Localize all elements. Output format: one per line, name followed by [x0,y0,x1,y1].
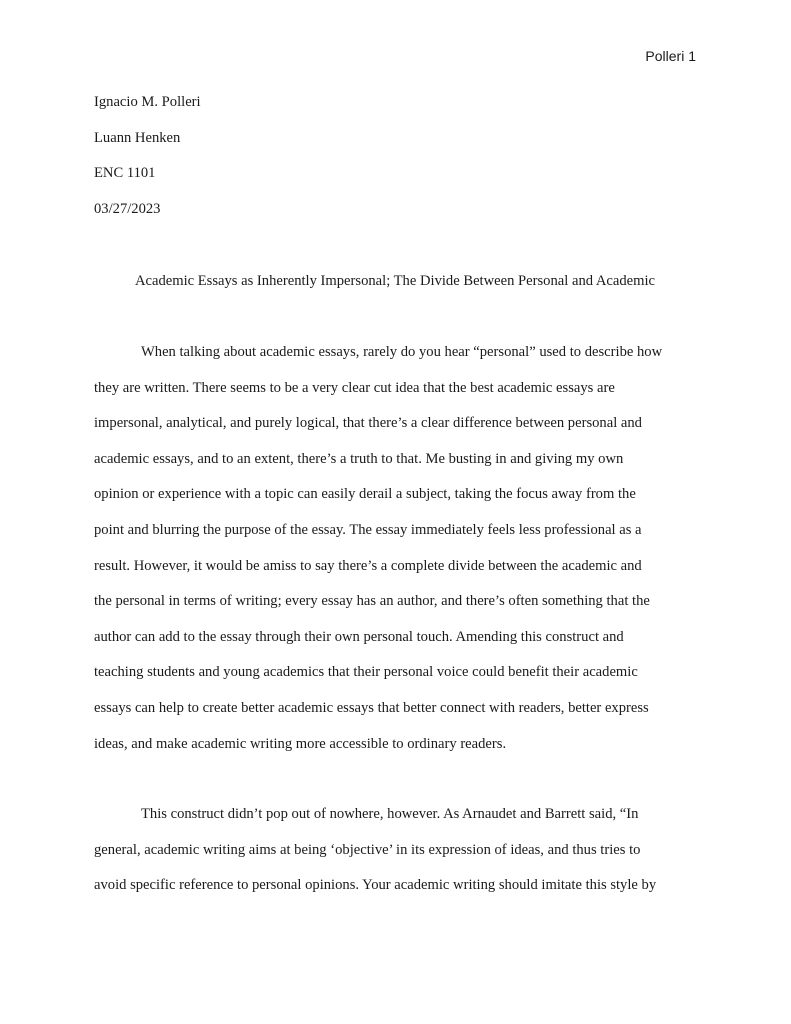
text-line: avoid specific reference to personal opinions. Your academic writing should imitate this style by [94,877,657,894]
text-line: academic essays, and to an extent, there’s a truth to that. Me busting in and giving my own [94,450,624,467]
paragraph-2 [94,804,696,911]
text-line: When talking about academic essays, rarely do you hear “personal” used to describe how [141,344,663,360]
paragraph-1 [94,342,696,769]
text-line: the personal in terms of writing; every essay has an author, and there’s often something that the [94,593,650,610]
text-line: they are written. There seems to be a very clear cut idea that the best academic essays are [94,379,615,396]
text-line: This construct didn’t pop out of nowhere, however. As Arnaudet and Barrett said, “In [141,806,639,822]
course-code: ENC 1101 [94,165,156,182]
instructor-name: Luann Henken [94,129,181,146]
text-line: author can add to the essay through their own personal touch. Amending this construct and [94,628,624,645]
author-name: Ignacio M. Polleri [94,94,201,110]
essay-date: 03/27/2023 [94,200,161,217]
text-line: general, academic writing aims at being ‘objective’ in its expression of ideas, and thus tries to [94,841,641,858]
text-line: ideas, and make academic writing more accessible to ordinary readers. [94,735,507,752]
text-line: result. However, it would be amiss to say there’s a complete divide between the academic and [94,557,642,574]
text-line: impersonal, analytical, and purely logical, that there’s a clear difference between personal and [94,415,642,432]
text-line: teaching students and young academics that their personal voice could benefit their academic [94,664,638,681]
text-line: point and blurring the purpose of the essay. The essay immediately feels less professional as a [94,521,642,538]
page-header-label: Polleri 1 [645,48,696,64]
text-line: opinion or experience with a topic can easily derail a subject, taking the focus away from the [94,486,636,503]
essay-title: Academic Essays as Inherently Impersonal; The Divide Between Personal and Academic [134,273,656,289]
mla-heading [94,92,714,234]
text-line: essays can help to create better academic essays that better connect with readers, better express [94,699,649,716]
